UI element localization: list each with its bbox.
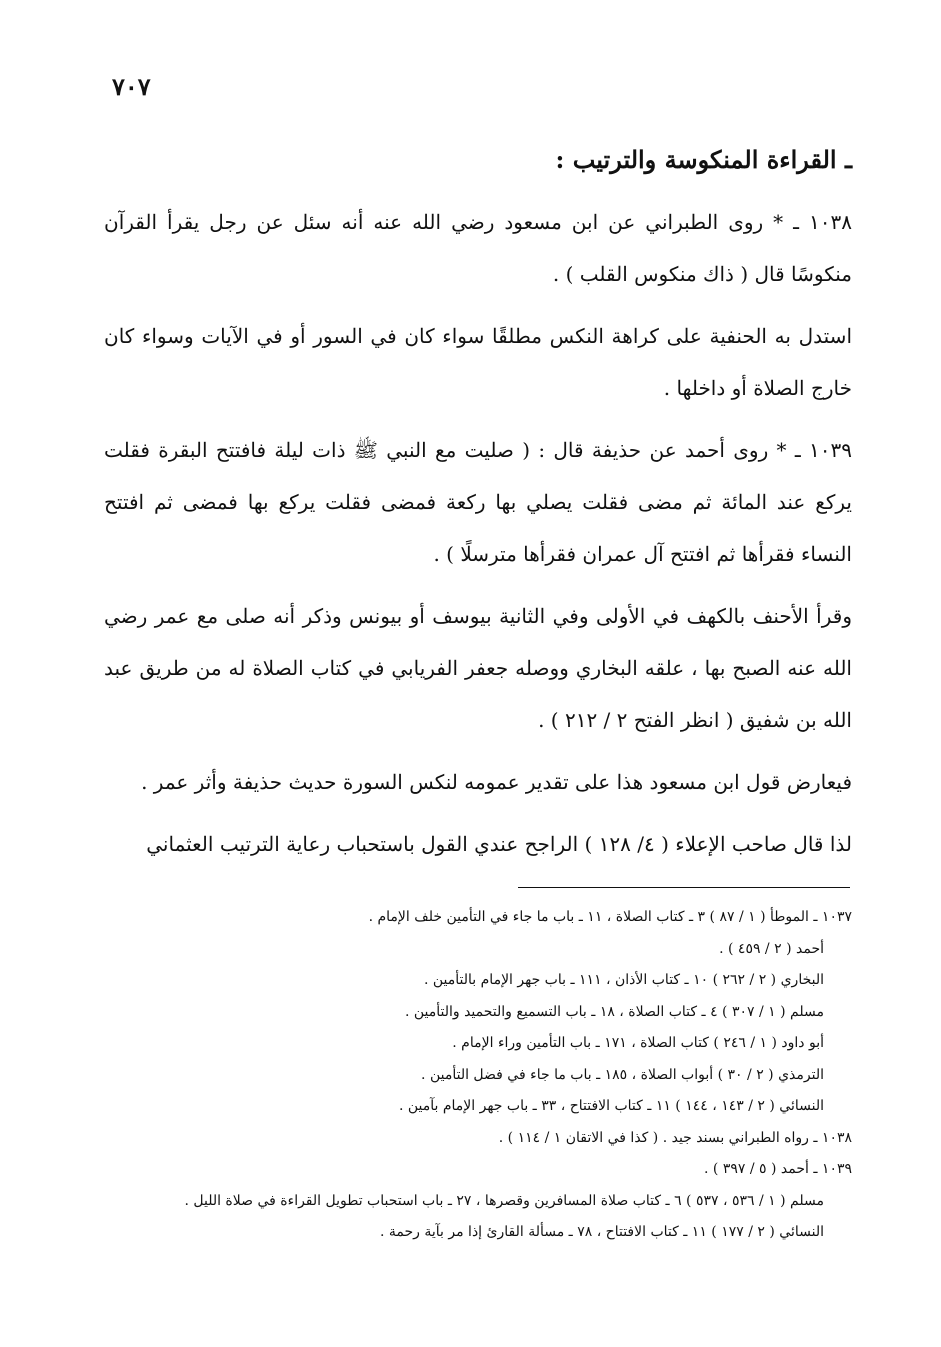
paragraph-commentary-3: فيعارض قول ابن مسعود هذا على تقدير عمومه لنكس السورة حديث حذيفة وأثر عمر . xyxy=(141,770,852,794)
footnote-line: أحمد ( ٢ / ٤٥٩ ) . xyxy=(719,940,824,957)
footnote-line: النسائي ( ٢ / ١٧٧ ) ١١ ـ كتاب الافتتاح ، ٧٨ ـ مسألة القارئ إذا مر بآية رحمة . xyxy=(380,1224,824,1240)
footnote-line: النسائي ( ٢ / ١٤٣ ، ١٤٤ ) ١١ ـ كتاب الافتتاح ، ٣٣ ـ باب جهر الإمام بآمين . xyxy=(398,1098,824,1114)
footnotes xyxy=(104,902,852,1249)
section-heading: ـ القراءة المنكوسة والترتيب : xyxy=(555,145,852,174)
footnote-line: ١٠٣٩ ـ أحمد ( ٥ / ٣٩٧ ) . xyxy=(704,1161,852,1177)
paragraph-commentary-4: لذا قال صاحب الإعلاء ( ٤/ ١٢٨ ) الراجح عندي القول باستحباب رعاية الترتيب العثماني xyxy=(146,832,852,856)
footnote-line: ١٠٣٨ ـ رواه الطبراني بسند جيد . ( كذا في الاتقان ١ / ١١٤ ) . xyxy=(498,1129,852,1146)
footnote-line: مسلم ( ١ / ٣٠٧ ) ٤ ـ كتاب الصلاة ، ١٨ ـ باب التسميع والتحميد والتأمين . xyxy=(404,1003,824,1020)
footnote-line: مسلم ( ١ / ٥٣٦ ، ٥٣٧ ) ٦ ـ كتاب صلاة المسافرين وقصرها ، ٢٧ ـ باب استحباب تطويل القراءة في صلاة الليل . xyxy=(184,1192,824,1209)
paragraph-hadith-1038: ١٠٣٨ ـ * روى الطبراني عن ابن مسعود رضي الله عنه أنه سئل عن رجل يقرأ القرآن منكوسًا قال ( ذاك منكوس القلب ) . xyxy=(104,210,852,286)
page-number: ٧٠٧ xyxy=(112,72,151,101)
footnote-line: الترمذي ( ٢ / ٣٠ ) أبواب الصلاة ، ١٨٥ ـ باب ما جاء في فضل التأمين . xyxy=(421,1066,824,1083)
footnote-line: البخاري ( ٢ / ٢٦٢ ) ١٠ ـ كتاب الأذان ، ١١١ ـ باب جهر الإمام بالتأمين . xyxy=(423,972,824,988)
paragraph-commentary-1: استدل به الحنفية على كراهة النكس مطلقًا سواء كان في السور أو في الآيات وسواء كان خارج الصلاة أو داخلها . xyxy=(104,324,852,400)
main-text xyxy=(104,140,852,880)
footnote-divider xyxy=(518,887,850,888)
footnote-line: ١٠٣٧ ـ الموطأ ( ١ / ٨٧ ) ٣ ـ كتاب الصلاة ، ١١ ـ باب ما جاء في التأمين خلف الإمام . xyxy=(368,909,852,925)
footnote-line: أبو داود ( ١ / ٢٤٦ ) كتاب الصلاة ، ١٧١ ـ باب التأمين وراء الإمام . xyxy=(452,1035,824,1051)
paragraph-hadith-1039: ١٠٣٩ ـ * روى أحمد عن حذيفة قال : ( صليت مع النبي ﷺ ذات ليلة فافتتح البقرة فقلت يركع عند المائة ثم مضى فقلت يصلي بها ركعة فمضى فقلت يركع بها فمضى ثم افتتح النساء فقرأها ثم افتتح آل عمران فقرأها مترسلًا ) . xyxy=(104,438,852,566)
paragraph-commentary-2: وقرأ الأحنف بالكهف في الأولى وفي الثانية بيوسف أو بيونس وذكر أنه صلى مع عمر رضي الله عنه الصبح بها ، علقه البخاري ووصله جعفر الفريابي في كتاب الصلاة له من طريق عبد الله بن شفيق ( انظر الفتح ٢ / ٢١٢ ) . xyxy=(104,604,852,732)
